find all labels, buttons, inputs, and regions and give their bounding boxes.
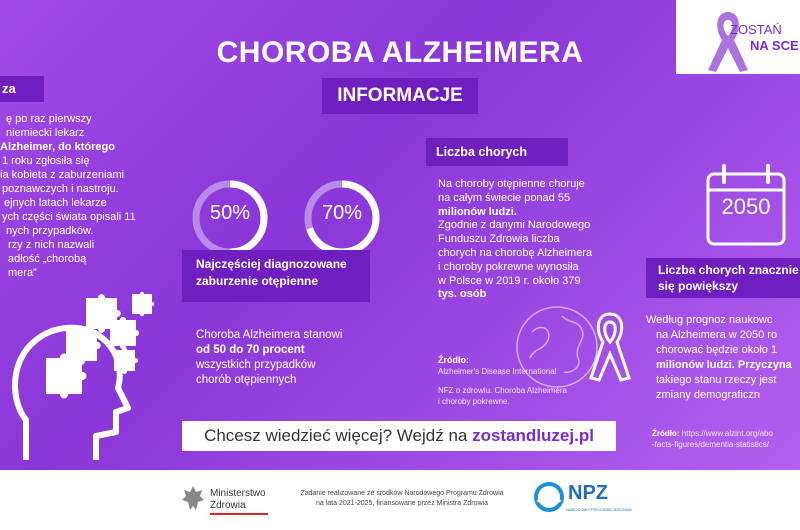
left-line: niemiecki lekarz (6, 127, 85, 139)
forecast-line: zmiany demograficzn (656, 389, 760, 401)
left-line: ejnych latach lekarze (4, 197, 107, 209)
left-line: 1 roku zgłosiła się (2, 155, 90, 167)
cta-box (182, 421, 616, 451)
left-line: ych części świata opisali 11 (2, 211, 136, 223)
source-line: i choroby pokrewne. (438, 397, 510, 406)
page-title: CHOROBA ALZHEIMERA (216, 36, 584, 69)
cta-text: Chcesz wiedzieć więcej? Wejdź na (204, 426, 473, 445)
diag-line: wszystkich przypadków (196, 359, 316, 371)
left-banner-label: za (2, 81, 16, 96)
forecast-source-l2: -facts-figures/dementia-statistics/ (652, 440, 769, 449)
forecast-banner-l2: się powiększy (658, 279, 739, 293)
patients-banner-label: Liczba chorych (436, 145, 527, 159)
forecast-source (652, 428, 800, 450)
patients-line: w Polsce w 2019 r. około 379 (438, 274, 581, 287)
diagnosis-banner-l2: zaburzenie otępienne (196, 274, 319, 288)
eagle-emblem-icon (180, 484, 206, 514)
subtitle-banner (322, 78, 478, 114)
patients-banner (426, 138, 568, 166)
ministry-underline (210, 513, 268, 515)
ministry-line2: Zdrowia (210, 500, 246, 511)
left-banner (0, 76, 44, 102)
left-line: rzy z nich nazwali (8, 239, 95, 251)
forecast-line: chorować będzie około 1 (656, 344, 778, 356)
calendar-year: 2050 (721, 194, 771, 219)
patients-line: Funduszu Zdrowia liczba (438, 233, 560, 246)
source-label: Źródło: (438, 355, 469, 365)
diagnosis-banner (182, 250, 370, 302)
patients-text (438, 178, 628, 302)
left-text (0, 112, 170, 280)
patients-line: na całym świecie ponad 55 (438, 191, 571, 204)
left-line: adłość „chorobą (8, 253, 87, 265)
forecast-banner-l1: Liczba chorych znacznie (658, 263, 799, 277)
funding-line1: Zadanie realizowane ze środków Narodowego Programu Zdrowia (300, 490, 504, 497)
gauge-label-50: 50% (209, 202, 251, 224)
left-line: ę po raz pierwszy (6, 113, 92, 125)
forecast-text (646, 313, 800, 403)
patients-line: Zgodnie z danymi Narodowego (438, 219, 591, 232)
forecast-banner (646, 258, 800, 298)
patients-line: i choroby pokrewne wynosiła (438, 260, 579, 273)
logo-line2: NA SCE (750, 38, 799, 53)
cta-link[interactable]: zostandluzej.pl (472, 426, 594, 445)
forecast-line: na Alzheimera w 2050 ro (656, 329, 778, 341)
source-line: NFZ o zdrowiu. Choroba Alzheimera (438, 386, 567, 395)
left-line: nych przypadków. (6, 225, 94, 237)
patients-line: chorych na chorobę Alzheimera (438, 246, 593, 259)
npz-logo-text: NPZ (568, 482, 608, 504)
diag-line: Choroba Alzheimera stanowi (196, 329, 343, 341)
patients-line: tys. osób (438, 288, 487, 301)
diag-line: od 50 do 70 procent (196, 344, 305, 356)
ribbon-icon (698, 4, 758, 74)
diagnosis-text (196, 328, 376, 388)
source-line: Alzheimer's Disease International (438, 367, 557, 376)
left-line: ia kobieta z zaburzeniami (0, 169, 125, 181)
patients-line: milionów ludzi. (438, 205, 517, 218)
funding-line2: na lata 2021-2025, finansowane przez Ministra Zdrowia (316, 500, 488, 507)
corner-logo (676, 0, 800, 74)
footer (0, 470, 800, 530)
diag-line: chorób otępiennych (196, 374, 297, 386)
diagnosis-banner-l1: Najczęściej diagnozowane (196, 257, 347, 271)
npz-logo-small: NARODOWY PROGRAM ZDROWIA (566, 507, 632, 512)
patients-source (438, 355, 608, 407)
forecast-line: takiego stanu rzeczy jest (656, 374, 777, 386)
logo-line1: ZOSTAŃ (730, 22, 782, 37)
head-puzzle-icon (6, 290, 156, 460)
forecast-line: Według prognoz naukowc (646, 314, 773, 326)
patients-line: Na choroby otępienne choruje (438, 178, 585, 190)
forecast-line: milionów ludzi. Przyczyna (656, 359, 792, 371)
left-line: poznawczych i nastroju. (2, 183, 119, 195)
npz-logo-icon (532, 482, 566, 512)
ministry-line1: Ministerstwo (210, 488, 266, 499)
forecast-source-l1: Źródło: https://www.alzint.org/abo (652, 429, 773, 438)
gauge-label-70: 70% (321, 202, 363, 224)
subtitle: INFORMACJE (337, 85, 463, 106)
left-line: mera” (8, 267, 37, 279)
left-line: Alzheimer, do którego (0, 141, 115, 153)
